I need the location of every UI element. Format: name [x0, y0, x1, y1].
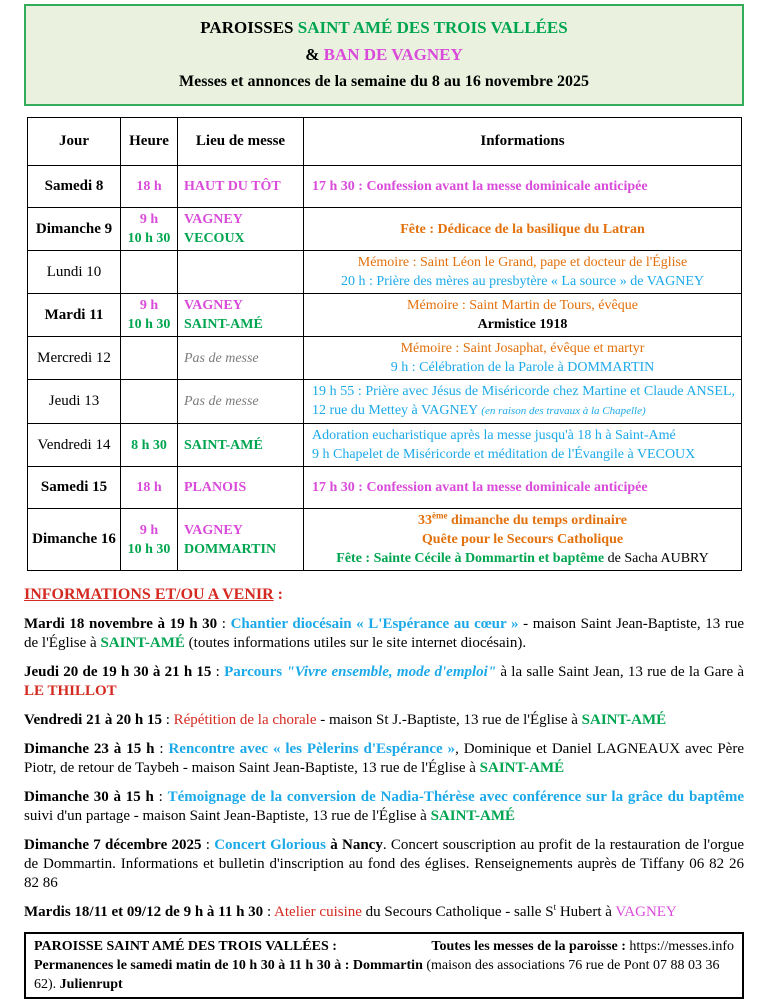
text-segment: Hubert à	[556, 904, 616, 920]
text-segment: 18 h	[136, 480, 162, 495]
announcement-paragraph	[24, 903, 744, 922]
announcements-heading-colon: :	[273, 586, 283, 603]
text-segment: 20 h : Prière des mères au presbytère « La source » de VAGNEY	[341, 274, 704, 289]
table-row	[28, 208, 742, 251]
text-segment: :	[263, 904, 275, 920]
info-line	[308, 511, 737, 530]
announcement-paragraph	[24, 788, 744, 826]
cell-day: Mardi 11	[28, 294, 121, 337]
text-segment: :	[154, 741, 169, 757]
announcements-list	[24, 615, 744, 922]
text-segment: Quête pour le Secours Catholique	[421, 532, 624, 547]
cell-time	[121, 380, 178, 424]
info-line	[312, 426, 737, 445]
text-segment: DOMMARTIN	[184, 541, 277, 557]
info-line	[312, 445, 737, 464]
text-segment: du Secours Catholique - salle S	[361, 904, 554, 920]
text-segment: Dimanche 30 à 15 h	[24, 789, 154, 805]
text-segment: Chantier diocésain « L'Espérance au cœur »	[230, 616, 519, 632]
text-segment: Mémoire : Saint Léon le Grand, pape et docteur de l'Église	[357, 255, 688, 270]
text-segment: VAGNEY	[184, 522, 243, 538]
info-line	[308, 549, 737, 568]
footer-parish-name: PAROISSE SAINT AMÉ DES TROIS VALLÉES :	[34, 939, 337, 954]
text-segment: SAINT-AMÉ	[184, 317, 263, 332]
text-segment: LE THILLOT	[24, 683, 117, 699]
announcement-paragraph	[24, 836, 744, 893]
text-segment: Dimanche 23 à 15 h	[24, 741, 155, 757]
cell-day: Vendredi 14	[28, 424, 121, 467]
text-segment: :	[211, 664, 225, 680]
cell-informations	[304, 251, 742, 294]
text-segment: HAUT DU TÔT	[184, 179, 281, 194]
text-segment: 10 h 30	[127, 541, 171, 557]
cell-location	[178, 337, 304, 380]
cell-location	[178, 467, 304, 509]
text-segment: Dommartin	[352, 958, 423, 973]
text-segment: Pas de messe	[184, 394, 259, 409]
table-row	[28, 251, 742, 294]
cell-informations	[304, 509, 742, 571]
cell-informations	[304, 424, 742, 467]
cell-location	[178, 166, 304, 208]
table-row	[28, 467, 742, 509]
text-segment: Concert Glorious	[214, 837, 326, 853]
cell-day: Lundi 10	[28, 251, 121, 294]
column-header-0: Jour	[28, 118, 121, 166]
text-segment: Pas de messe	[184, 350, 259, 366]
footer-url: https://messes.info	[629, 939, 734, 954]
text-segment: Armistice 1918	[477, 317, 568, 332]
text-segment: :	[161, 712, 174, 728]
text-segment: VAGNEY	[615, 904, 677, 920]
cell-location	[178, 294, 304, 337]
announcement-paragraph	[24, 740, 744, 778]
text-segment: à la salle Saint Jean, 13 rue de la Gare à	[496, 664, 744, 680]
info-line	[308, 272, 737, 291]
cell-day: Jeudi 13	[28, 380, 121, 424]
parish-title-line2	[32, 41, 736, 68]
title-ban-de-vagney: BAN DE VAGNEY	[323, 45, 463, 64]
cell-day: Samedi 15	[28, 467, 121, 509]
text-segment: 18 h	[136, 179, 162, 194]
text-segment: 17 h 30 : Confession avant la messe dominicale anticipée	[312, 480, 648, 495]
announcement-paragraph	[24, 615, 744, 653]
text-segment: - maison Saint Jean-Baptiste, 13 rue de l'Église à	[24, 616, 744, 651]
text-segment: suivi d'un partage - maison Saint Jean-Baptiste, 13 rue de l'Église à	[24, 808, 431, 824]
announcements-heading	[24, 586, 744, 604]
info-line	[308, 315, 737, 334]
cell-time	[121, 337, 178, 380]
info-line	[308, 358, 737, 377]
text-segment: VECOUX	[184, 231, 245, 246]
text-segment: SAINT-AMÉ	[430, 808, 516, 824]
text-segment: 9 h	[139, 212, 159, 227]
cell-informations	[304, 380, 742, 424]
text-segment: Dimanche 7 décembre 2025	[24, 837, 202, 853]
cell-informations	[304, 337, 742, 380]
text-segment: Vendredi 21 à 20 h 15	[24, 712, 162, 728]
cell-location	[178, 509, 304, 571]
text-segment: dimanche du temps ordinaire	[447, 513, 627, 528]
footer-permanences-line	[34, 956, 734, 994]
table-row	[28, 337, 742, 380]
text-segment: 17 h 30 : Confession avant la messe dominicale anticipée	[312, 179, 648, 194]
text-segment: Atelier cuisine	[274, 904, 362, 920]
info-line	[308, 296, 737, 315]
cell-day: Samedi 8	[28, 166, 121, 208]
info-line	[312, 478, 737, 497]
info-line	[308, 530, 737, 549]
text-segment: Jeudi 20 de 19 h 30 à 21 h 15	[24, 664, 212, 680]
text-segment: 9 h	[139, 522, 159, 538]
info-line	[308, 220, 737, 239]
text-segment: de Sacha AUBRY	[604, 551, 709, 566]
info-line	[308, 339, 737, 358]
text-segment: Parcours	[224, 664, 287, 680]
cell-informations	[304, 166, 742, 208]
text-segment: 10 h 30	[127, 317, 171, 332]
cell-time	[121, 424, 178, 467]
text-segment: 9 h	[139, 298, 159, 313]
text-segment: , Dominique et Daniel LAGNEAUX avec Père Piotr, de retour de Taybeh - maison Saint Jean-Baptiste, 13 rue de l'Église à	[24, 741, 744, 776]
table-row	[28, 380, 742, 424]
cell-time	[121, 467, 178, 509]
table-header-row	[28, 118, 742, 166]
text-segment: . Concert souscription au profit de la restauration de l'orgue de Dommartin. Informations et bulletin d'inscription au fond des églises. Renseignements auprès de Tiffany 06 82 26 82 86	[24, 837, 744, 891]
cell-time	[121, 251, 178, 294]
footer-box	[24, 932, 744, 999]
footer-line1	[34, 937, 734, 956]
text-segment: PLANOIS	[184, 480, 247, 495]
text-segment: 33	[418, 513, 433, 528]
footer-masses-info	[431, 937, 734, 956]
table-row	[28, 166, 742, 208]
cell-time	[121, 294, 178, 337]
announcement-paragraph	[24, 711, 744, 730]
parish-title-line1	[32, 14, 736, 41]
info-line	[312, 177, 737, 196]
text-segment: "Vivre ensemble, mode d'emploi"	[286, 664, 497, 680]
cell-location	[178, 424, 304, 467]
text-segment: Julienrupt	[59, 977, 123, 992]
text-segment: VAGNEY	[184, 298, 243, 313]
text-segment: 19 h 55 : Prière avec Jésus de Miséricorde chez Martine et Claude ANSEL, 12 rue du Mettey à VAGNEY	[312, 384, 735, 418]
text-segment: 9 h : Célébration de la Parole à DOMMARTIN	[390, 360, 655, 375]
cell-informations	[304, 294, 742, 337]
text-segment: Fête : Dédicace de la basilique du Latran	[400, 221, 645, 237]
header-box	[24, 4, 744, 106]
announcements-heading-text: INFORMATIONS ET/OU A VENIR	[24, 586, 274, 603]
text-segment: - maison St J.-Baptiste, 13 rue de l'Église à	[316, 712, 582, 728]
text-segment: Témoignage de la conversion de Nadia-Thérèse avec conférence sur la grâce du baptême	[167, 789, 744, 805]
title-ampersand: &	[305, 45, 320, 64]
cell-time	[121, 166, 178, 208]
cell-location	[178, 208, 304, 251]
cell-day: Mercredi 12	[28, 337, 121, 380]
table-row	[28, 294, 742, 337]
cell-time	[121, 208, 178, 251]
cell-day: Dimanche 16	[28, 509, 121, 571]
text-segment: (en raison des travaux à la Chapelle)	[481, 405, 646, 417]
mass-schedule-table	[27, 117, 742, 571]
text-segment: t	[553, 902, 557, 912]
text-segment: (maison des associations 76 rue de Pont 07 88 03 36 62).	[34, 958, 720, 992]
table-row	[28, 424, 742, 467]
text-segment: 9 h Chapelet de Miséricorde et méditation de l'Évangile à VECOUX	[312, 447, 696, 462]
text-segment: à Nancy	[325, 837, 383, 853]
text-segment: VAGNEY	[184, 212, 243, 227]
text-segment: SAINT-AMÉ	[581, 712, 667, 728]
info-line	[308, 253, 737, 272]
text-segment: Répétition de la chorale	[173, 712, 317, 728]
title-paroisses: PAROISSES	[200, 18, 294, 37]
text-segment: SAINT-AMÉ	[479, 760, 565, 776]
text-segment: Adoration eucharistique après la messe jusqu'à 18 h à Saint-Amé	[312, 428, 676, 443]
footer-masses-label: Toutes les messes de la paroisse :	[431, 939, 630, 954]
text-segment: Mémoire : Saint Martin de Tours, évêque	[407, 298, 638, 313]
text-segment: Mardi 18 novembre à 19 h 30	[24, 616, 218, 632]
text-segment: SAINT-AMÉ	[184, 437, 263, 453]
text-segment: :	[201, 837, 215, 853]
text-segment: Fête : Sainte Cécile à Dommartin et baptême	[336, 551, 605, 566]
cell-location	[178, 251, 304, 294]
text-segment: SAINT-AMÉ	[100, 635, 185, 651]
title-saint-ame: SAINT AMÉ DES TROIS VALLÉES	[297, 18, 568, 37]
announcements-section	[24, 586, 744, 922]
info-line	[312, 382, 735, 421]
cell-day: Dimanche 9	[28, 208, 121, 251]
text-segment: 10 h 30	[127, 231, 171, 246]
column-header-2: Lieu de messe	[178, 118, 304, 166]
text-segment: Permanences le samedi matin de 10 h 30 à 11 h 30 à :	[34, 958, 353, 973]
cell-informations	[304, 467, 742, 509]
text-segment: ème	[432, 510, 448, 521]
cell-informations	[304, 208, 742, 251]
announcement-paragraph	[24, 663, 744, 701]
table-row	[28, 509, 742, 571]
text-segment: :	[153, 789, 168, 805]
cell-time	[121, 509, 178, 571]
week-subtitle: Messes et annonces de la semaine du 8 au 16 novembre 2025	[179, 73, 589, 90]
text-segment: Mardis 18/11 et 09/12 de 9 h à 11 h 30	[24, 904, 264, 920]
text-segment: :	[217, 616, 231, 632]
text-segment: 8 h 30	[131, 437, 167, 453]
cell-location	[178, 380, 304, 424]
text-segment: (toutes informations utiles sur le site internet diocésain).	[184, 635, 527, 651]
text-segment: Mémoire : Saint Josaphat, évêque et martyr	[400, 341, 645, 356]
column-header-1: Heure	[121, 118, 178, 166]
column-header-3: Informations	[304, 118, 742, 166]
text-segment: Rencontre avec « les Pèlerins d'Espérance »	[168, 741, 456, 757]
